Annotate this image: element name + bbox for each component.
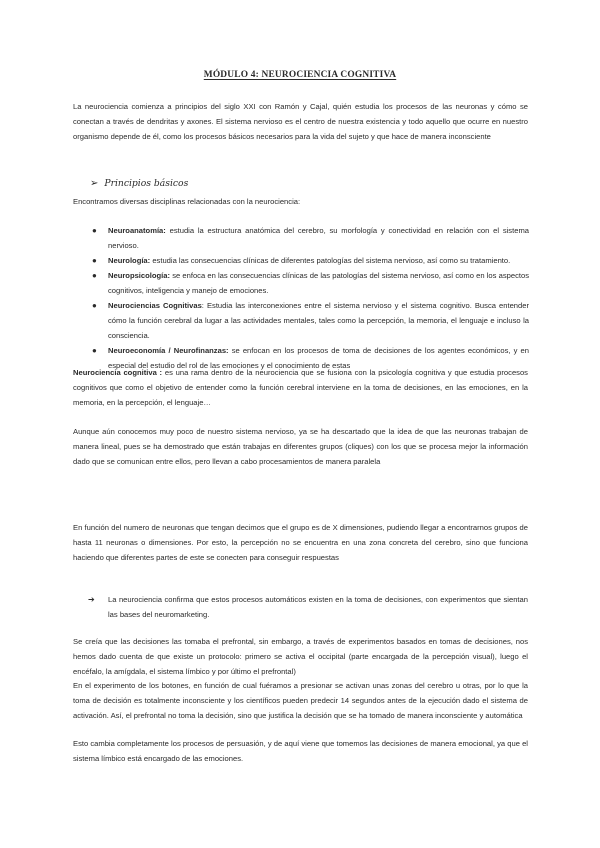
confirmation-note — [88, 592, 528, 622]
right-arrow-icon: ➔ — [88, 595, 95, 604]
page-title: MÓDULO 4: NEUROCIENCIA COGNITIVA — [203, 70, 397, 80]
persuasion-paragraph: Esto cambia completamente los procesos de persuasión, y de aquí viene que tomemos las decisiones de manera emocional, ya que el sistema límbico está encargado de las emociones. — [73, 739, 528, 763]
cognitive-neuroscience-term: Neurociencia cognitiva : — [73, 368, 163, 377]
list-item — [92, 253, 529, 268]
confirmation-text: La neurociencia confirma que estos procesos automáticos existen en la toma de decisiones, con experimentos que sientan las bases del neuromarketing. — [108, 595, 528, 619]
bullet-icon: ● — [92, 226, 97, 235]
prefrontal-paragraph: Se creía que las decisiones las tomaba el prefrontal, sin embargo, a través de experimentos basados en tomas de decisiones, nos hemos dado cuenta de que existe un protocolo: primero se activa el occipital (parte encargada de la percepción visual), luego el encéfalo, la amígdala, el sistema límbico y por último el prefrontal) — [73, 637, 528, 676]
cognitive-neuroscience-paragraph — [73, 365, 528, 410]
list-item-text: estudia las consecuencias clínicas de diferentes patologías del sistema nervioso, así como su tratamiento. — [150, 256, 511, 265]
neuron-groups-paragraph: Aunque aún conocemos muy poco de nuestro sistema nervioso, ya se ha descartado que la idea de que las neuronas trabajan de manera lineal, pues se ha demostrado que están trabajas en diferentes grupos (cliques) con los que se procesa mejor la información dado que se comunican entre ellos, pero llevan a cabo procesamientos de manera paralela — [73, 427, 528, 466]
list-item-term: Neuroanatomía: — [108, 226, 166, 235]
list-item — [92, 223, 529, 253]
button-experiment-paragraph: En el experimento de los botones, en función de cual fuéramos a presionar se activan unas zonas del cerebro u otras, por lo que la toma de decisión es totalmente inconsciente y los científicos pueden predecir 14 segundos antes de la ejecución dado el sistema de activación. Así, el prefrontal no toma la decisión, sino que justifica la decisión que se ha tomado de manera inconsciente y automática — [73, 681, 528, 720]
bullet-icon: ● — [92, 271, 97, 280]
bullet-icon: ● — [92, 346, 97, 355]
dimensions-paragraph: En función del numero de neuronas que tengan decimos que el grupo es de X dimensiones, pudiendo llegar a encontrarnos grupos de hasta 11 neuronas o dimensiones. Por esto, la percepción no se encuentra en una zona concreta del cerebro, sino que funciona haciendo que diferentes partes de este se conecten para conseguir respuestas — [73, 523, 528, 562]
list-item-term: Neurociencias Cognitivas — [108, 301, 202, 310]
list-item-term: Neuroeconomía / Neurofinanzas: — [108, 346, 229, 355]
principles-heading — [90, 176, 188, 190]
list-item-term: Neuropsicología: — [108, 271, 171, 280]
bullet-icon: ● — [92, 256, 97, 265]
list-item-text: : Estudia las interconexiones entre el sistema nervioso y el sistema cognitivo. Busca entender cómo la función cerebral da lugar a las actividades mentales, tales como la percepción, la memoria, el lenguaje e incluso la consciencia. — [108, 301, 529, 340]
bullet-icon: ● — [92, 301, 97, 310]
list-item-text: estudia la estructura anatómica del cerebro, su morfología y conectividad en relación con el sistema nervioso. — [108, 226, 529, 250]
disciplines-list — [92, 223, 529, 373]
list-item-text: se enfocan en los procesos de toma de decisiones de los agentes económicos, y en especial del estudio del rol de las emociones y el conocimiento de estas — [108, 346, 529, 370]
arrowhead-bullet-icon: ➢ — [90, 177, 99, 189]
intro-paragraph: La neurociencia comienza a principios del siglo XXI con Ramón y Cajal, quién estudia los procesos de las neuronas y cómo se conectan a través de dendritas y axones. El sistema nervioso es el centro de nuestra existencia y todo aquello que ocurre en nuestro organismo depende de él, como los procesos básicos necesarios para la vida del sujeto y que hace de manera inconsciente — [73, 102, 528, 141]
principles-lead: Encontramos diversas disciplinas relacionadas con la neurociencia: — [73, 197, 301, 206]
list-item — [92, 268, 529, 298]
list-item-term: Neurología: — [108, 256, 151, 265]
principles-heading-label: Principios básicos — [104, 177, 189, 189]
list-item — [92, 298, 529, 343]
cognitive-neuroscience-text: es una rama dentro de la neurociencia que se fusiona con la psicología cognitiva y que estudia procesos cognitivos que como el objetivo de entender como la función cerebral interviene en la toma de decisiones, en las emociones, en la memoria, en la percepción, el lenguaje… — [73, 368, 528, 407]
list-item-text: se enfoca en las consecuencias clínicas de las patologías del sistema nervioso, así como en los aspectos cognitivos, inteligencia y manejo de emociones. — [108, 271, 529, 295]
